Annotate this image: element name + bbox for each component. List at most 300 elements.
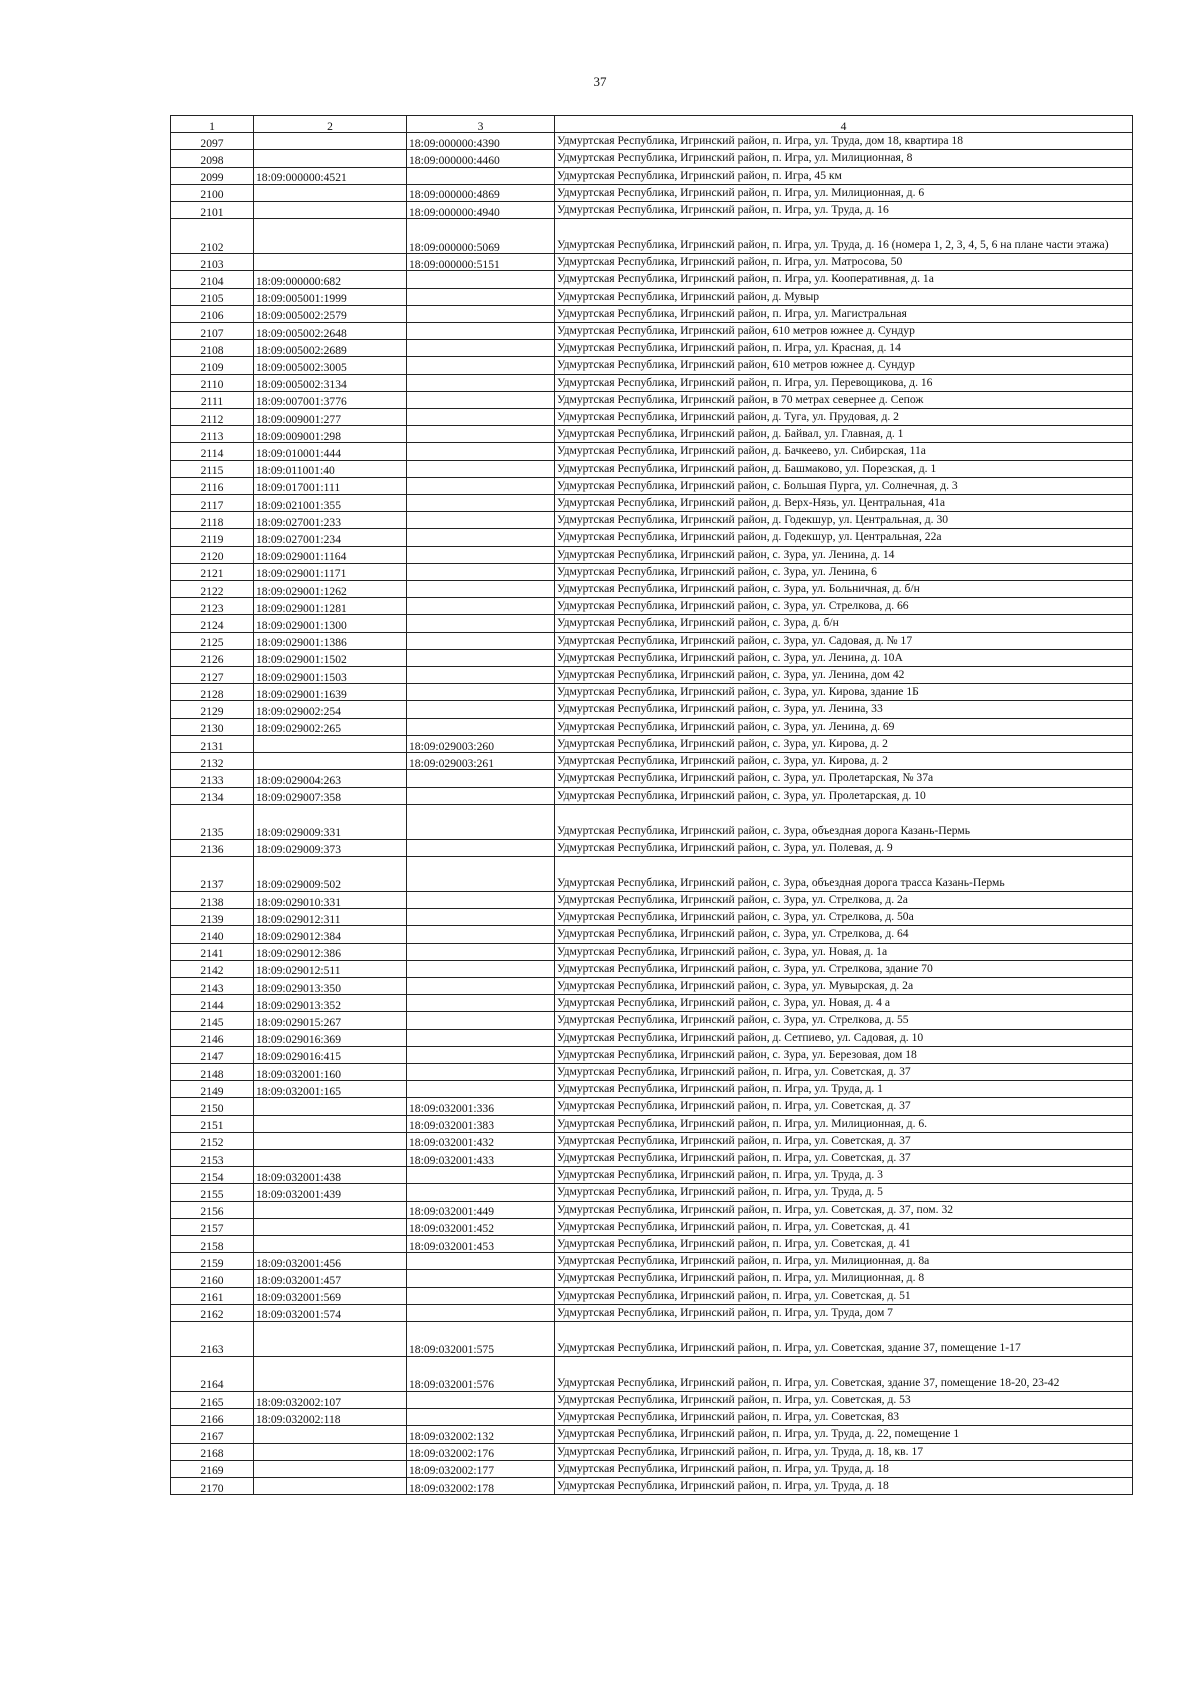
row-number-cell: 2142 [171,960,254,977]
land-plot-number-cell: 18:09:032001:457 [254,1270,407,1287]
table-row [171,1046,1133,1063]
row-number-cell: 2164 [171,1356,254,1391]
building-number-cell [407,409,555,426]
table-row [171,512,1133,529]
land-plot-number-cell: 18:09:029007:358 [254,787,407,804]
table-row [171,909,1133,926]
building-number-cell [407,340,555,357]
land-plot-number-cell: 18:09:032001:438 [254,1167,407,1184]
land-plot-number-cell: 18:09:005002:2648 [254,323,407,340]
land-plot-number-cell: 18:09:032001:165 [254,1081,407,1098]
address-cell: Удмуртская Республика, Игринский район, п. Игра, ул. Советская, д. 41 [555,1218,1133,1235]
building-number-cell [407,426,555,443]
building-number-cell [407,529,555,546]
building-number-cell: 18:09:032001:453 [407,1235,555,1252]
row-number-cell: 2144 [171,995,254,1012]
row-number-cell: 2150 [171,1098,254,1115]
table-row [171,563,1133,580]
row-number-cell: 2170 [171,1478,254,1495]
table-row [171,254,1133,271]
address-cell: Удмуртская Республика, Игринский район, с. Зура, ул. Стрелкова, д. 2а [555,891,1133,908]
row-number-cell: 2159 [171,1253,254,1270]
land-plot-number-cell: 18:09:029001:1386 [254,632,407,649]
land-plot-number-cell [254,133,407,150]
land-plot-number-cell: 18:09:029009:373 [254,839,407,856]
building-number-cell [407,1304,555,1321]
row-number-cell: 2143 [171,977,254,994]
land-plot-number-cell: 18:09:027001:234 [254,529,407,546]
land-plot-number-cell [254,1460,407,1477]
address-cell: Удмуртская Республика, Игринский район, д. Башмаково, ул. Порезская, д. 1 [555,460,1133,477]
table-row [171,1478,1133,1495]
land-plot-number-cell: 18:09:029001:1171 [254,563,407,580]
building-number-cell [407,1063,555,1080]
row-number-cell: 2118 [171,512,254,529]
table-row [171,1167,1133,1184]
table-row [171,1115,1133,1132]
building-number-cell: 18:09:032001:383 [407,1115,555,1132]
table-row [171,1235,1133,1252]
table-row [171,219,1133,254]
row-number-cell: 2129 [171,701,254,718]
table-header [171,116,1133,133]
row-number-cell: 2128 [171,684,254,701]
address-cell: Удмуртская Республика, Игринский район, п. Игра, ул. Советская, д. 37 [555,1063,1133,1080]
row-number-cell: 2134 [171,787,254,804]
land-plot-number-cell: 18:09:021001:355 [254,495,407,512]
land-plot-number-cell: 18:09:029013:350 [254,977,407,994]
land-plot-number-cell: 18:09:029002:265 [254,718,407,735]
table-row [171,1356,1133,1391]
row-number-cell: 2169 [171,1460,254,1477]
row-number-cell: 2105 [171,288,254,305]
table-row [171,1218,1133,1235]
address-cell: Удмуртская Республика, Игринский район, с. Зура, ул. Новая, д. 1а [555,943,1133,960]
building-number-cell [407,391,555,408]
building-number-cell [407,288,555,305]
row-number-cell: 2148 [171,1063,254,1080]
table-row [171,426,1133,443]
row-number-cell: 2114 [171,443,254,460]
land-plot-number-cell [254,1115,407,1132]
row-number-cell: 2127 [171,667,254,684]
land-plot-number-cell [254,735,407,752]
table-row [171,167,1133,184]
row-number-cell: 2120 [171,546,254,563]
land-plot-number-cell [254,1218,407,1235]
address-cell: Удмуртская Республика, Игринский район, п. Игра, ул. Труда, д. 18, кв. 17 [555,1443,1133,1460]
building-number-cell [407,1029,555,1046]
address-cell: Удмуртская Республика, Игринский район, п. Игра, ул. Красная, д. 14 [555,340,1133,357]
row-number-cell: 2149 [171,1081,254,1098]
building-number-cell: 18:09:000000:4869 [407,184,555,201]
land-plot-number-cell: 18:09:029001:1503 [254,667,407,684]
building-number-cell: 18:09:032002:176 [407,1443,555,1460]
table-row [171,1132,1133,1149]
building-number-cell [407,1287,555,1304]
address-cell: Удмуртская Республика, Игринский район, с. Зура, ул. Ленина, д. 10А [555,649,1133,666]
table-row [171,495,1133,512]
table-row [171,632,1133,649]
row-number-cell: 2137 [171,856,254,891]
address-cell: Удмуртская Республика, Игринский район, с. Зура, ул. Мувырская, д. 2а [555,977,1133,994]
address-cell: Удмуртская Республика, Игринский район, с. Зура, ул. Березовая, дом 18 [555,1046,1133,1063]
land-plot-number-cell: 18:09:029012:386 [254,943,407,960]
land-plot-number-cell [254,1356,407,1391]
address-cell: Удмуртская Республика, Игринский район, п. Игра, ул. Советская, д. 41 [555,1235,1133,1252]
table-row [171,615,1133,632]
building-number-cell: 18:09:032001:575 [407,1321,555,1356]
land-plot-number-cell: 18:09:029016:415 [254,1046,407,1063]
building-number-cell [407,684,555,701]
building-number-cell: 18:09:032002:178 [407,1478,555,1495]
address-cell: Удмуртская Республика, Игринский район, д. Верх-Нязь, ул. Центральная, 41а [555,495,1133,512]
row-number-cell: 2124 [171,615,254,632]
table-row [171,202,1133,219]
land-plot-number-cell: 18:09:029015:267 [254,1012,407,1029]
address-cell: Удмуртская Республика, Игринский район, 610 метров южнее д. Сундур [555,357,1133,374]
row-number-cell: 2099 [171,167,254,184]
land-plot-number-cell: 18:09:029009:502 [254,856,407,891]
building-number-cell [407,563,555,580]
building-number-cell: 18:09:000000:5069 [407,219,555,254]
address-cell: Удмуртская Республика, Игринский район, д. Байвал, ул. Главная, д. 1 [555,426,1133,443]
row-number-cell: 2098 [171,150,254,167]
address-cell: Удмуртская Республика, Игринский район, с. Зура, ул. Стрелкова, д. 66 [555,598,1133,615]
land-plot-number-cell: 18:09:027001:233 [254,512,407,529]
building-number-cell [407,512,555,529]
building-number-cell [407,926,555,943]
building-number-cell: 18:09:032001:433 [407,1149,555,1166]
table-row [171,391,1133,408]
land-plot-number-cell [254,150,407,167]
building-number-cell [407,856,555,891]
row-number-cell: 2101 [171,202,254,219]
building-number-cell [407,943,555,960]
table-row [171,133,1133,150]
table-row [171,839,1133,856]
address-cell: Удмуртская Республика, Игринский район, п. Игра, ул. Милиционная, 8 [555,150,1133,167]
land-plot-number-cell [254,1098,407,1115]
table-row [171,701,1133,718]
building-number-cell: 18:09:032001:576 [407,1356,555,1391]
address-cell: Удмуртская Республика, Игринский район, д. Годекшур, ул. Центральная, д. 30 [555,512,1133,529]
address-cell: Удмуртская Республика, Игринский район, п. Игра, ул. Труда, д. 22, помещение 1 [555,1426,1133,1443]
table-row [171,323,1133,340]
row-number-cell: 2146 [171,1029,254,1046]
address-cell: Удмуртская Республика, Игринский район, п. Игра, ул. Советская, д. 37 [555,1149,1133,1166]
land-plot-number-cell [254,184,407,201]
table-row [171,1012,1133,1029]
address-cell: Удмуртская Республика, Игринский район, с. Зура, ул. Ленина, 33 [555,701,1133,718]
land-plot-number-cell [254,202,407,219]
row-number-cell: 2126 [171,649,254,666]
row-number-cell: 2141 [171,943,254,960]
address-cell: Удмуртская Республика, Игринский район, д. Туга, ул. Прудовая, д. 2 [555,409,1133,426]
row-number-cell: 2123 [171,598,254,615]
table-row [171,1270,1133,1287]
row-number-cell: 2100 [171,184,254,201]
land-plot-number-cell: 18:09:005001:1999 [254,288,407,305]
row-number-cell: 2121 [171,563,254,580]
building-number-cell [407,839,555,856]
land-plot-number-cell: 18:09:032002:118 [254,1409,407,1426]
row-number-cell: 2147 [171,1046,254,1063]
land-plot-number-cell: 18:09:029016:369 [254,1029,407,1046]
row-number-cell: 2166 [171,1409,254,1426]
address-cell: Удмуртская Республика, Игринский район, п. Игра, ул. Советская, д. 37 [555,1132,1133,1149]
building-number-cell [407,374,555,391]
address-cell: Удмуртская Республика, Игринский район, п. Игра, ул. Труда, д. 3 [555,1167,1133,1184]
address-cell: Удмуртская Республика, Игринский район, с. Зура, ул. Полевая, д. 9 [555,839,1133,856]
address-cell: Удмуртская Республика, Игринский район, д. Сетпиево, ул. Садовая, д. 10 [555,1029,1133,1046]
table-row [171,1098,1133,1115]
building-number-cell [407,167,555,184]
table-row [171,1184,1133,1201]
table-row [171,735,1133,752]
address-cell: Удмуртская Республика, Игринский район, п. Игра, ул. Перевощикова, д. 16 [555,374,1133,391]
building-number-cell [407,977,555,994]
row-number-cell: 2102 [171,219,254,254]
building-number-cell: 18:09:000000:4940 [407,202,555,219]
address-cell: Удмуртская Республика, Игринский район, п. Игра, ул. Милиционная, д. 8 [555,1270,1133,1287]
row-number-cell: 2133 [171,770,254,787]
land-plot-number-cell: 18:09:029013:352 [254,995,407,1012]
land-plot-number-cell [254,1132,407,1149]
table-row [171,598,1133,615]
land-plot-number-cell: 18:09:029001:1281 [254,598,407,615]
table-row [171,649,1133,666]
table-row [171,1321,1133,1356]
table-row [171,1409,1133,1426]
table-row [171,184,1133,201]
building-number-cell [407,581,555,598]
address-cell: Удмуртская Республика, Игринский район, п. Игра, ул. Советская, здание 37, помещение 1-17 [555,1321,1133,1356]
table-row [171,546,1133,563]
land-plot-number-cell: 18:09:010001:444 [254,443,407,460]
address-cell: Удмуртская Республика, Игринский район, в 70 метрах севернее д. Сепож [555,391,1133,408]
registry-table [170,115,1133,1495]
building-number-cell: 18:09:000000:4390 [407,133,555,150]
column-header-4: 4 [555,116,1133,133]
land-plot-number-cell: 18:09:011001:40 [254,460,407,477]
land-plot-number-cell: 18:09:005002:3005 [254,357,407,374]
row-number-cell: 2117 [171,495,254,512]
address-cell: Удмуртская Республика, Игринский район, п. Игра, ул. Советская, д. 51 [555,1287,1133,1304]
row-number-cell: 2106 [171,305,254,322]
table-row [171,357,1133,374]
address-cell: Удмуртская Республика, Игринский район, п. Игра, ул. Труда, д. 5 [555,1184,1133,1201]
row-number-cell: 2145 [171,1012,254,1029]
address-cell: Удмуртская Республика, Игринский район, п. Игра, ул. Труда, д. 18 [555,1460,1133,1477]
building-number-cell: 18:09:032002:132 [407,1426,555,1443]
row-number-cell: 2163 [171,1321,254,1356]
address-cell: Удмуртская Республика, Игринский район, п. Игра, ул. Труда, дом 18, квартира 18 [555,133,1133,150]
row-number-cell: 2157 [171,1218,254,1235]
table-row [171,1063,1133,1080]
table-row [171,770,1133,787]
table-row [171,1304,1133,1321]
table-row [171,271,1133,288]
row-number-cell: 2103 [171,254,254,271]
table-row [171,1443,1133,1460]
address-cell: Удмуртская Республика, Игринский район, с. Зура, ул. Ленина, д. 14 [555,546,1133,563]
table-row [171,529,1133,546]
building-number-cell [407,1167,555,1184]
address-cell: Удмуртская Республика, Игринский район, д. Годекшур, ул. Центральная, 22а [555,529,1133,546]
table-row [171,150,1133,167]
table-row [171,891,1133,908]
row-number-cell: 2097 [171,133,254,150]
land-plot-number-cell: 18:09:005002:3134 [254,374,407,391]
land-plot-number-cell: 18:09:029001:1262 [254,581,407,598]
land-plot-number-cell: 18:09:000000:682 [254,271,407,288]
land-plot-number-cell: 18:09:029001:1300 [254,615,407,632]
land-plot-number-cell: 18:09:032001:456 [254,1253,407,1270]
building-number-cell [407,701,555,718]
address-cell: Удмуртская Республика, Игринский район, п. Игра, ул. Матросова, 50 [555,254,1133,271]
address-cell: Удмуртская Республика, Игринский район, п. Игра, ул. Советская, 83 [555,1409,1133,1426]
building-number-cell [407,546,555,563]
land-plot-number-cell: 18:09:029004:263 [254,770,407,787]
building-number-cell: 18:09:032001:452 [407,1218,555,1235]
row-number-cell: 2125 [171,632,254,649]
address-cell: Удмуртская Республика, Игринский район, с. Зура, ул. Новая, д. 4 а [555,995,1133,1012]
table-row [171,1081,1133,1098]
table-row [171,943,1133,960]
land-plot-number-cell [254,1235,407,1252]
address-cell: Удмуртская Республика, Игринский район, с. Зура, ул. Больничная, д. б/н [555,581,1133,598]
building-number-cell: 18:09:032001:336 [407,1098,555,1115]
building-number-cell: 18:09:029003:261 [407,753,555,770]
address-cell: Удмуртская Республика, Игринский район, с. Зура, ул. Кирова, д. 2 [555,735,1133,752]
address-cell: Удмуртская Республика, Игринский район, с. Зура, ул. Стрелкова, д. 55 [555,1012,1133,1029]
row-number-cell: 2111 [171,391,254,408]
row-number-cell: 2139 [171,909,254,926]
address-cell: Удмуртская Республика, Игринский район, п. Игра, 45 км [555,167,1133,184]
building-number-cell [407,787,555,804]
address-cell: Удмуртская Республика, Игринский район, п. Игра, ул. Труда, д. 16 [555,202,1133,219]
column-header-2: 2 [254,116,407,133]
land-plot-number-cell [254,1478,407,1495]
address-cell: Удмуртская Республика, Игринский район, с. Зура, ул. Пролетарская, д. 10 [555,787,1133,804]
table-row [171,856,1133,891]
row-number-cell: 2132 [171,753,254,770]
row-number-cell: 2162 [171,1304,254,1321]
building-number-cell [407,1409,555,1426]
land-plot-number-cell: 18:09:032002:107 [254,1391,407,1408]
row-number-cell: 2131 [171,735,254,752]
land-plot-number-cell: 18:09:029001:1502 [254,649,407,666]
building-number-cell [407,995,555,1012]
table-row [171,684,1133,701]
table-row [171,460,1133,477]
address-cell: Удмуртская Республика, Игринский район, п. Игра, ул. Советская, здание 37, помещение 18-20, 23-42 [555,1356,1133,1391]
table-row [171,753,1133,770]
row-number-cell: 2104 [171,271,254,288]
row-number-cell: 2155 [171,1184,254,1201]
table-row [171,581,1133,598]
column-header-1: 1 [171,116,254,133]
address-cell: Удмуртская Республика, Игринский район, п. Игра, ул. Милиционная, д. 8а [555,1253,1133,1270]
building-number-cell [407,770,555,787]
land-plot-number-cell [254,1426,407,1443]
table-row [171,804,1133,839]
row-number-cell: 2110 [171,374,254,391]
land-plot-number-cell: 18:09:032001:574 [254,1304,407,1321]
address-cell: Удмуртская Республика, Игринский район, д. Мувыр [555,288,1133,305]
address-cell: Удмуртская Республика, Игринский район, с. Зура, ул. Кирова, д. 2 [555,753,1133,770]
column-header-3: 3 [407,116,555,133]
address-cell: Удмуртская Республика, Игринский район, д. Бачкеево, ул. Сибирская, 11а [555,443,1133,460]
row-number-cell: 2115 [171,460,254,477]
building-number-cell [407,460,555,477]
row-number-cell: 2168 [171,1443,254,1460]
row-number-cell: 2108 [171,340,254,357]
land-plot-number-cell: 18:09:005002:2689 [254,340,407,357]
land-plot-number-cell: 18:09:029012:311 [254,909,407,926]
address-cell: Удмуртская Республика, Игринский район, с. Зура, д. б/н [555,615,1133,632]
row-number-cell: 2158 [171,1235,254,1252]
table-row [171,443,1133,460]
land-plot-number-cell: 18:09:032001:160 [254,1063,407,1080]
building-number-cell: 18:09:029003:260 [407,735,555,752]
address-cell: Удмуртская Республика, Игринский район, п. Игра, ул. Труда, д. 1 [555,1081,1133,1098]
building-number-cell: 18:09:000000:4460 [407,150,555,167]
address-cell: Удмуртская Республика, Игринский район, с. Зура, объездная дорога трасса Казань-Пермь [555,856,1133,891]
table-body [171,133,1133,1495]
address-cell: Удмуртская Республика, Игринский район, с. Зура, ул. Стрелкова, д. 64 [555,926,1133,943]
building-number-cell [407,1012,555,1029]
land-plot-number-cell: 18:09:009001:298 [254,426,407,443]
row-number-cell: 2153 [171,1149,254,1166]
land-plot-number-cell: 18:09:032001:569 [254,1287,407,1304]
table-row [171,926,1133,943]
header-row [171,116,1133,133]
table-row [171,1149,1133,1166]
building-number-cell [407,1184,555,1201]
table-row [171,1253,1133,1270]
building-number-cell [407,718,555,735]
row-number-cell: 2130 [171,718,254,735]
land-plot-number-cell: 18:09:029002:254 [254,701,407,718]
row-number-cell: 2122 [171,581,254,598]
row-number-cell: 2167 [171,1426,254,1443]
building-number-cell: 18:09:032001:449 [407,1201,555,1218]
row-number-cell: 2161 [171,1287,254,1304]
building-number-cell [407,598,555,615]
row-number-cell: 2138 [171,891,254,908]
address-cell: Удмуртская Республика, Игринский район, п. Игра, ул. Труда, дом 7 [555,1304,1133,1321]
row-number-cell: 2156 [171,1201,254,1218]
row-number-cell: 2135 [171,804,254,839]
land-plot-number-cell [254,219,407,254]
land-plot-number-cell: 18:09:032001:439 [254,1184,407,1201]
row-number-cell: 2151 [171,1115,254,1132]
land-plot-number-cell: 18:09:007001:3776 [254,391,407,408]
land-plot-number-cell: 18:09:029012:384 [254,926,407,943]
address-cell: Удмуртская Республика, Игринский район, с. Зура, ул. Ленина, дом 42 [555,667,1133,684]
building-number-cell [407,649,555,666]
table-row [171,288,1133,305]
land-plot-number-cell: 18:09:000000:4521 [254,167,407,184]
table-row [171,995,1133,1012]
address-cell: Удмуртская Республика, Игринский район, 610 метров южнее д. Сундур [555,323,1133,340]
building-number-cell [407,960,555,977]
building-number-cell: 18:09:032002:177 [407,1460,555,1477]
building-number-cell [407,323,555,340]
row-number-cell: 2152 [171,1132,254,1149]
